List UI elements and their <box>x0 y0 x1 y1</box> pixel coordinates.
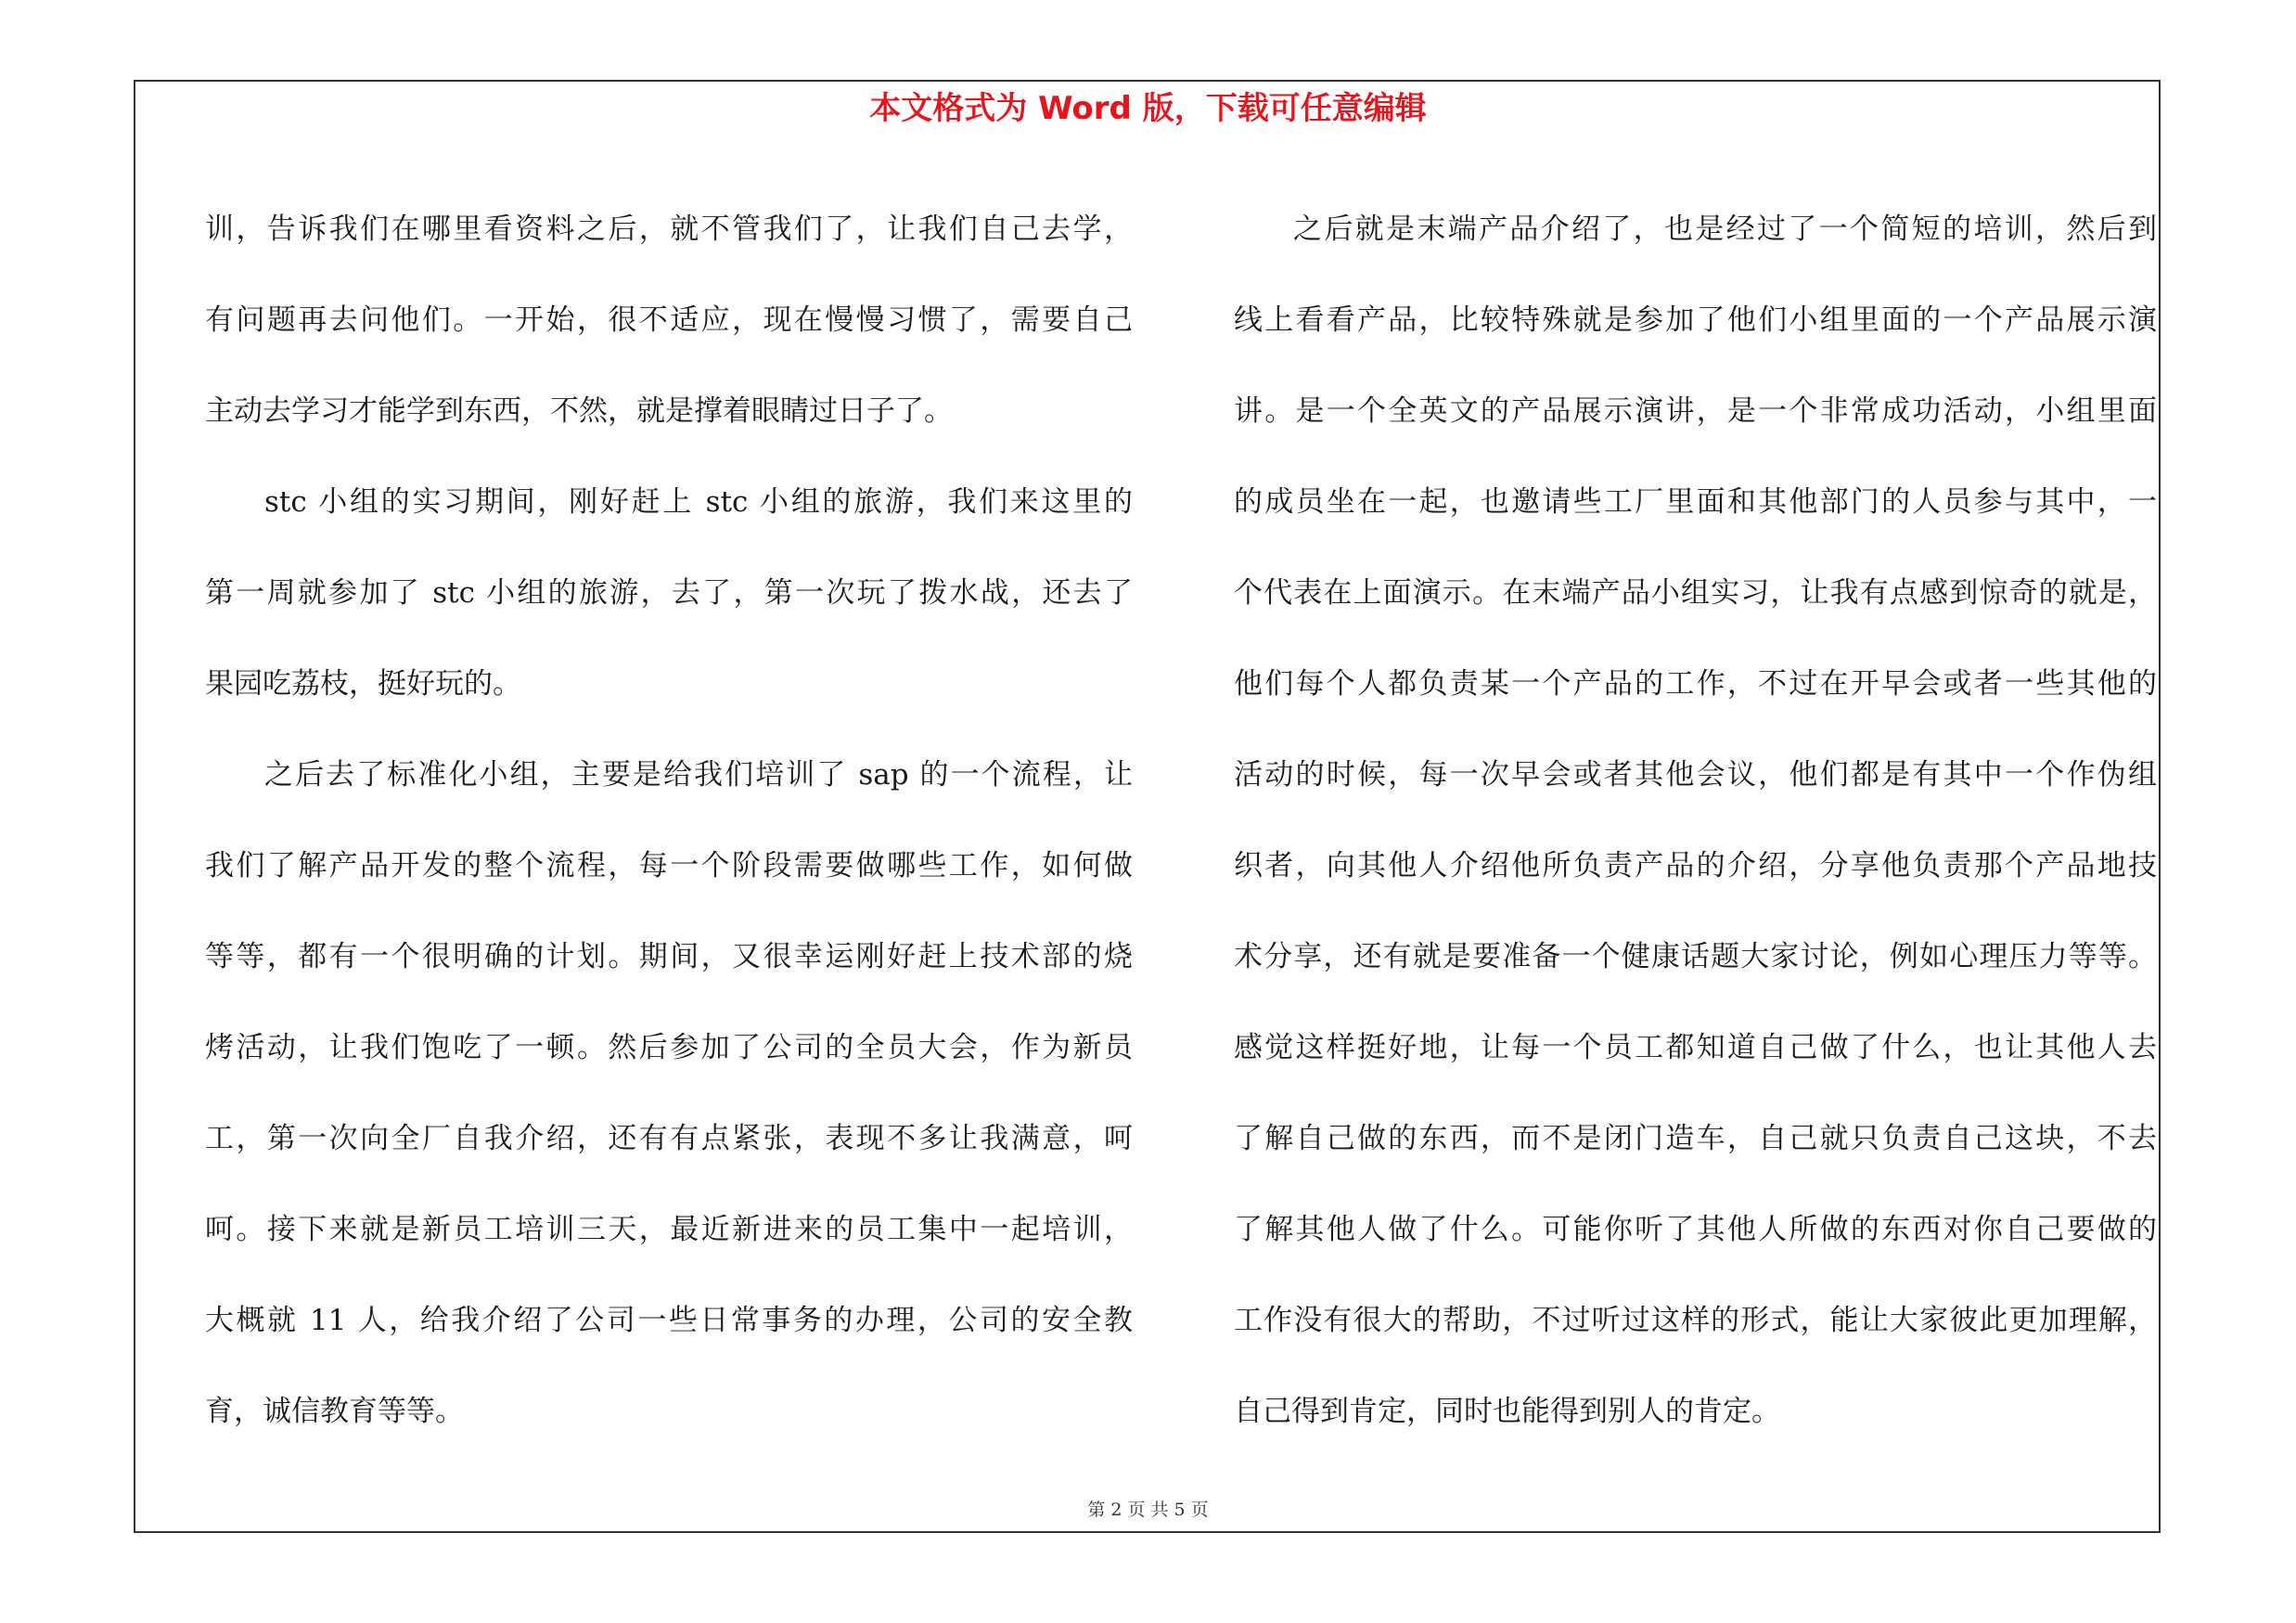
text-line: 讲。是一个全英文的产品展示演讲，是一个非常成功活动，小组里面 <box>1234 394 2157 428</box>
text-line: 的成员坐在一起，也邀请些工厂里面和其他部门的人员参与其中，一 <box>1234 485 2157 519</box>
text-line: 呵。接下来就是新员工培训三天，最近新进来的员工集中一起培训， <box>205 1213 1133 1246</box>
text-line: 之后去了标准化小组，主要是给我们培训了 sap 的一个流程，让 <box>264 758 1133 792</box>
text-line: 工作没有很大的帮助，不过听过这样的形式，能让大家彼此更加理解， <box>1234 1304 2157 1337</box>
text-line: 了解自己做的东西，而不是闭门造车，自己就只负责自己这块，不去 <box>1234 1122 2157 1155</box>
text-line: 有问题再去问他们。一开始，很不适应，现在慢慢习惯了，需要自己 <box>205 303 1133 337</box>
text-line: 自己得到肯定，同时也能得到别人的肯定。 <box>1234 1395 1780 1428</box>
text-line: stc 小组的实习期间，刚好赶上 stc 小组的旅游，我们来这里的 <box>264 485 1133 519</box>
left-text-column <box>205 184 1133 1457</box>
text-line: 工，第一次向全厂自我介绍，还有有点紧张，表现不多让我满意，呵 <box>205 1122 1133 1155</box>
text-line: 训，告诉我们在哪里看资料之后，就不管我们了，让我们自己去学， <box>205 213 1133 246</box>
text-line: 感觉这样挺好地，让每一个员工都知道自己做了什么，也让其他人去 <box>1234 1031 2157 1064</box>
text-line: 我们了解产品开发的整个流程，每一个阶段需要做哪些工作，如何做 <box>205 849 1133 882</box>
page-number: 第 2 页 共 5 页 <box>1087 1500 1209 1520</box>
text-line: 他们每个人都负责某一个产品的工作，不过在开早会或者一些其他的 <box>1234 667 2157 701</box>
text-line: 果园吃荔枝，挺好玩的。 <box>205 667 521 701</box>
text-line: 育，诚信教育等等。 <box>205 1395 464 1428</box>
text-line: 等等，都有一个很明确的计划。期间，又很幸运刚好赶上技术部的烧 <box>205 940 1133 973</box>
text-line: 个代表在上面演示。在末端产品小组实习，让我有点感到惊奇的就是， <box>1234 576 2157 610</box>
text-line: 烤活动，让我们饱吃了一顿。然后参加了公司的全员大会，作为新员 <box>205 1031 1133 1064</box>
text-line: 织者，向其他人介绍他所负责产品的介绍，分享他负责那个产品地技 <box>1234 849 2157 882</box>
text-line: 线上看看产品，比较特殊就是参加了他们小组里面的一个产品展示演 <box>1234 303 2157 337</box>
text-line: 活动的时候，每一次早会或者其他会议，他们都是有其中一个作伪组 <box>1234 758 2157 792</box>
word-format-banner: 本文格式为 Word 版，下载可任意编辑 <box>869 90 1427 127</box>
text-line: 第一周就参加了 stc 小组的旅游，去了，第一次玩了拨水战，还去了 <box>205 576 1133 610</box>
text-line: 术分享，还有就是要准备一个健康话题大家讨论，例如心理压力等等。 <box>1234 940 2157 973</box>
right-text-column <box>1234 184 2157 1457</box>
text-line: 主动去学习才能学到东西，不然，就是撑着眼睛过日子了。 <box>205 394 953 428</box>
text-line: 了解其他人做了什么。可能你听了其他人所做的东西对你自己要做的 <box>1234 1213 2157 1246</box>
text-line: 大概就 11 人，给我介绍了公司一些日常事务的办理，公司的安全教 <box>205 1304 1133 1337</box>
text-line: 之后就是末端产品介绍了，也是经过了一个简短的培训，然后到 <box>1293 213 2157 246</box>
